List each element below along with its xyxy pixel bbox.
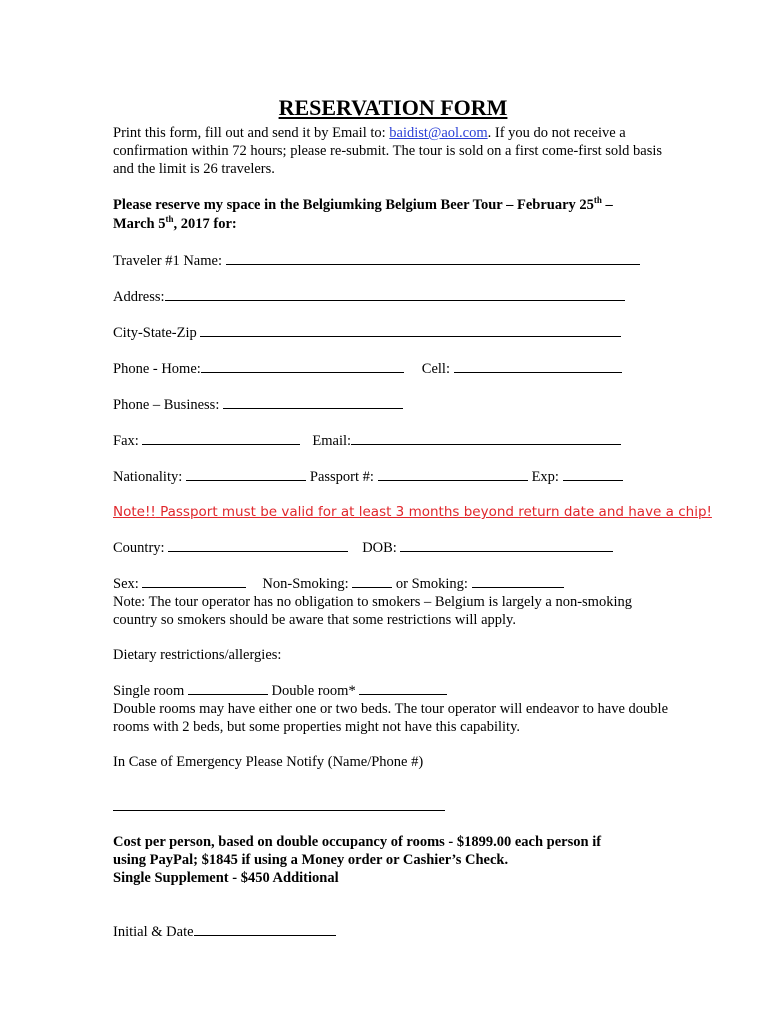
cost-line-2: using PayPal; $1845 if using a Money order or Cashier’s Check. — [113, 852, 509, 868]
reserve-heading-dash: – — [601, 197, 613, 213]
room-row — [113, 681, 673, 700]
fax-email-row — [113, 431, 673, 450]
nationality-field[interactable] — [186, 467, 306, 481]
country-field[interactable] — [168, 538, 348, 552]
single-room-field[interactable] — [188, 681, 268, 695]
sex-field[interactable] — [142, 574, 246, 588]
city-state-zip-label: City-State-Zip — [113, 325, 201, 341]
intro-text-after: . If you do not receive a confirmation within 72 hours; please re-submit. The tour is sold on a first come-first sold basis and the limit is 26 travelers. — [113, 125, 663, 177]
exp-field[interactable] — [563, 467, 623, 481]
reserve-sup-2: th — [165, 214, 174, 224]
phone-business-field[interactable] — [223, 395, 403, 409]
non-smoking-field[interactable] — [352, 574, 392, 588]
passport-field[interactable] — [378, 467, 528, 481]
phone-home-label: Phone - Home: — [113, 361, 201, 377]
emergency-label: In Case of Emergency Please Notify (Name/Phone #) — [113, 754, 424, 770]
single-room-label: Single room — [113, 683, 188, 699]
country-dob-row — [113, 538, 673, 557]
traveler-name-label: Traveler #1 Name: — [113, 253, 226, 269]
smoking-field[interactable] — [472, 574, 564, 588]
passport-note — [113, 503, 712, 521]
cell-label: Cell: — [421, 361, 454, 377]
country-label: Country: — [113, 540, 169, 556]
cell-field[interactable] — [454, 359, 622, 373]
passport-note-prefix: Note!! — [113, 504, 156, 520]
reserve-heading-line2: March 5 — [113, 216, 166, 232]
phone-business-row — [113, 395, 673, 414]
double-room-note: Double rooms may have either one or two beds. The tour operator will endeavor to have double rooms with 2 beds, but some properties might not have this capability. — [113, 701, 669, 735]
emergency-field[interactable] — [113, 809, 445, 811]
city-state-zip-field[interactable] — [200, 323, 621, 337]
traveler-name-row — [113, 251, 673, 270]
or-smoking-label: or Smoking: — [392, 576, 472, 592]
fax-label: Fax: — [113, 433, 143, 449]
phone-business-label: Phone – Business: — [113, 397, 223, 413]
cost-block — [113, 833, 673, 887]
sex-smoking-row — [113, 574, 673, 593]
email-link[interactable]: baidist@aol.com — [389, 125, 488, 141]
email-field[interactable] — [351, 431, 621, 445]
address-label: Address: — [113, 289, 165, 305]
initial-date-row — [113, 922, 673, 941]
email-label: Email: — [312, 433, 352, 449]
form-title: RESERVATION FORM — [278, 95, 508, 120]
traveler-name-field[interactable] — [226, 251, 640, 265]
address-row — [113, 287, 673, 306]
reserve-heading-line2-end: , 2017 for: — [173, 216, 237, 232]
initial-date-field[interactable] — [194, 922, 336, 936]
initial-date-label: Initial & Date — [113, 924, 194, 940]
double-room-field[interactable] — [359, 681, 447, 695]
sex-label: Sex: — [113, 576, 143, 592]
intro-text-before: Print this form, fill out and send it by Email to: — [113, 125, 390, 141]
city-state-zip-row — [113, 323, 673, 342]
nationality-row — [113, 467, 673, 486]
reservation-form — [113, 95, 712, 941]
address-field[interactable] — [165, 287, 625, 301]
dob-label: DOB: — [362, 540, 401, 556]
double-room-label: Double room* — [267, 683, 360, 699]
exp-label: Exp: — [531, 469, 563, 485]
dob-field[interactable] — [400, 538, 613, 552]
intro-paragraph — [113, 124, 673, 178]
smoking-note: Note: The tour operator has no obligation to smokers – Belgium is largely a non-smoking country so smokers should be aware that some restrictions will apply. — [113, 594, 632, 628]
phone-home-row — [113, 359, 673, 378]
cost-line-1: Cost per person, based on double occupancy of rooms - $1899.00 each person if — [113, 834, 602, 850]
non-smoking-label: Non-Smoking: — [262, 576, 353, 592]
reserve-heading — [113, 196, 673, 234]
reserve-heading-line1: Please reserve my space in the Belgiumking Belgium Beer Tour – February 25 — [113, 197, 594, 213]
nationality-label: Nationality: — [113, 469, 186, 485]
fax-field[interactable] — [142, 431, 300, 445]
dietary-label: Dietary restrictions/allergies: — [113, 647, 282, 663]
passport-note-text: Passport must be valid for at least 3 months beyond return date and have a chip! — [155, 504, 712, 520]
cost-line-3: Single Supplement - $450 Additional — [113, 870, 339, 886]
passport-label: Passport #: — [309, 469, 378, 485]
phone-home-field[interactable] — [201, 359, 404, 373]
reserve-sup-1: th — [593, 195, 602, 205]
